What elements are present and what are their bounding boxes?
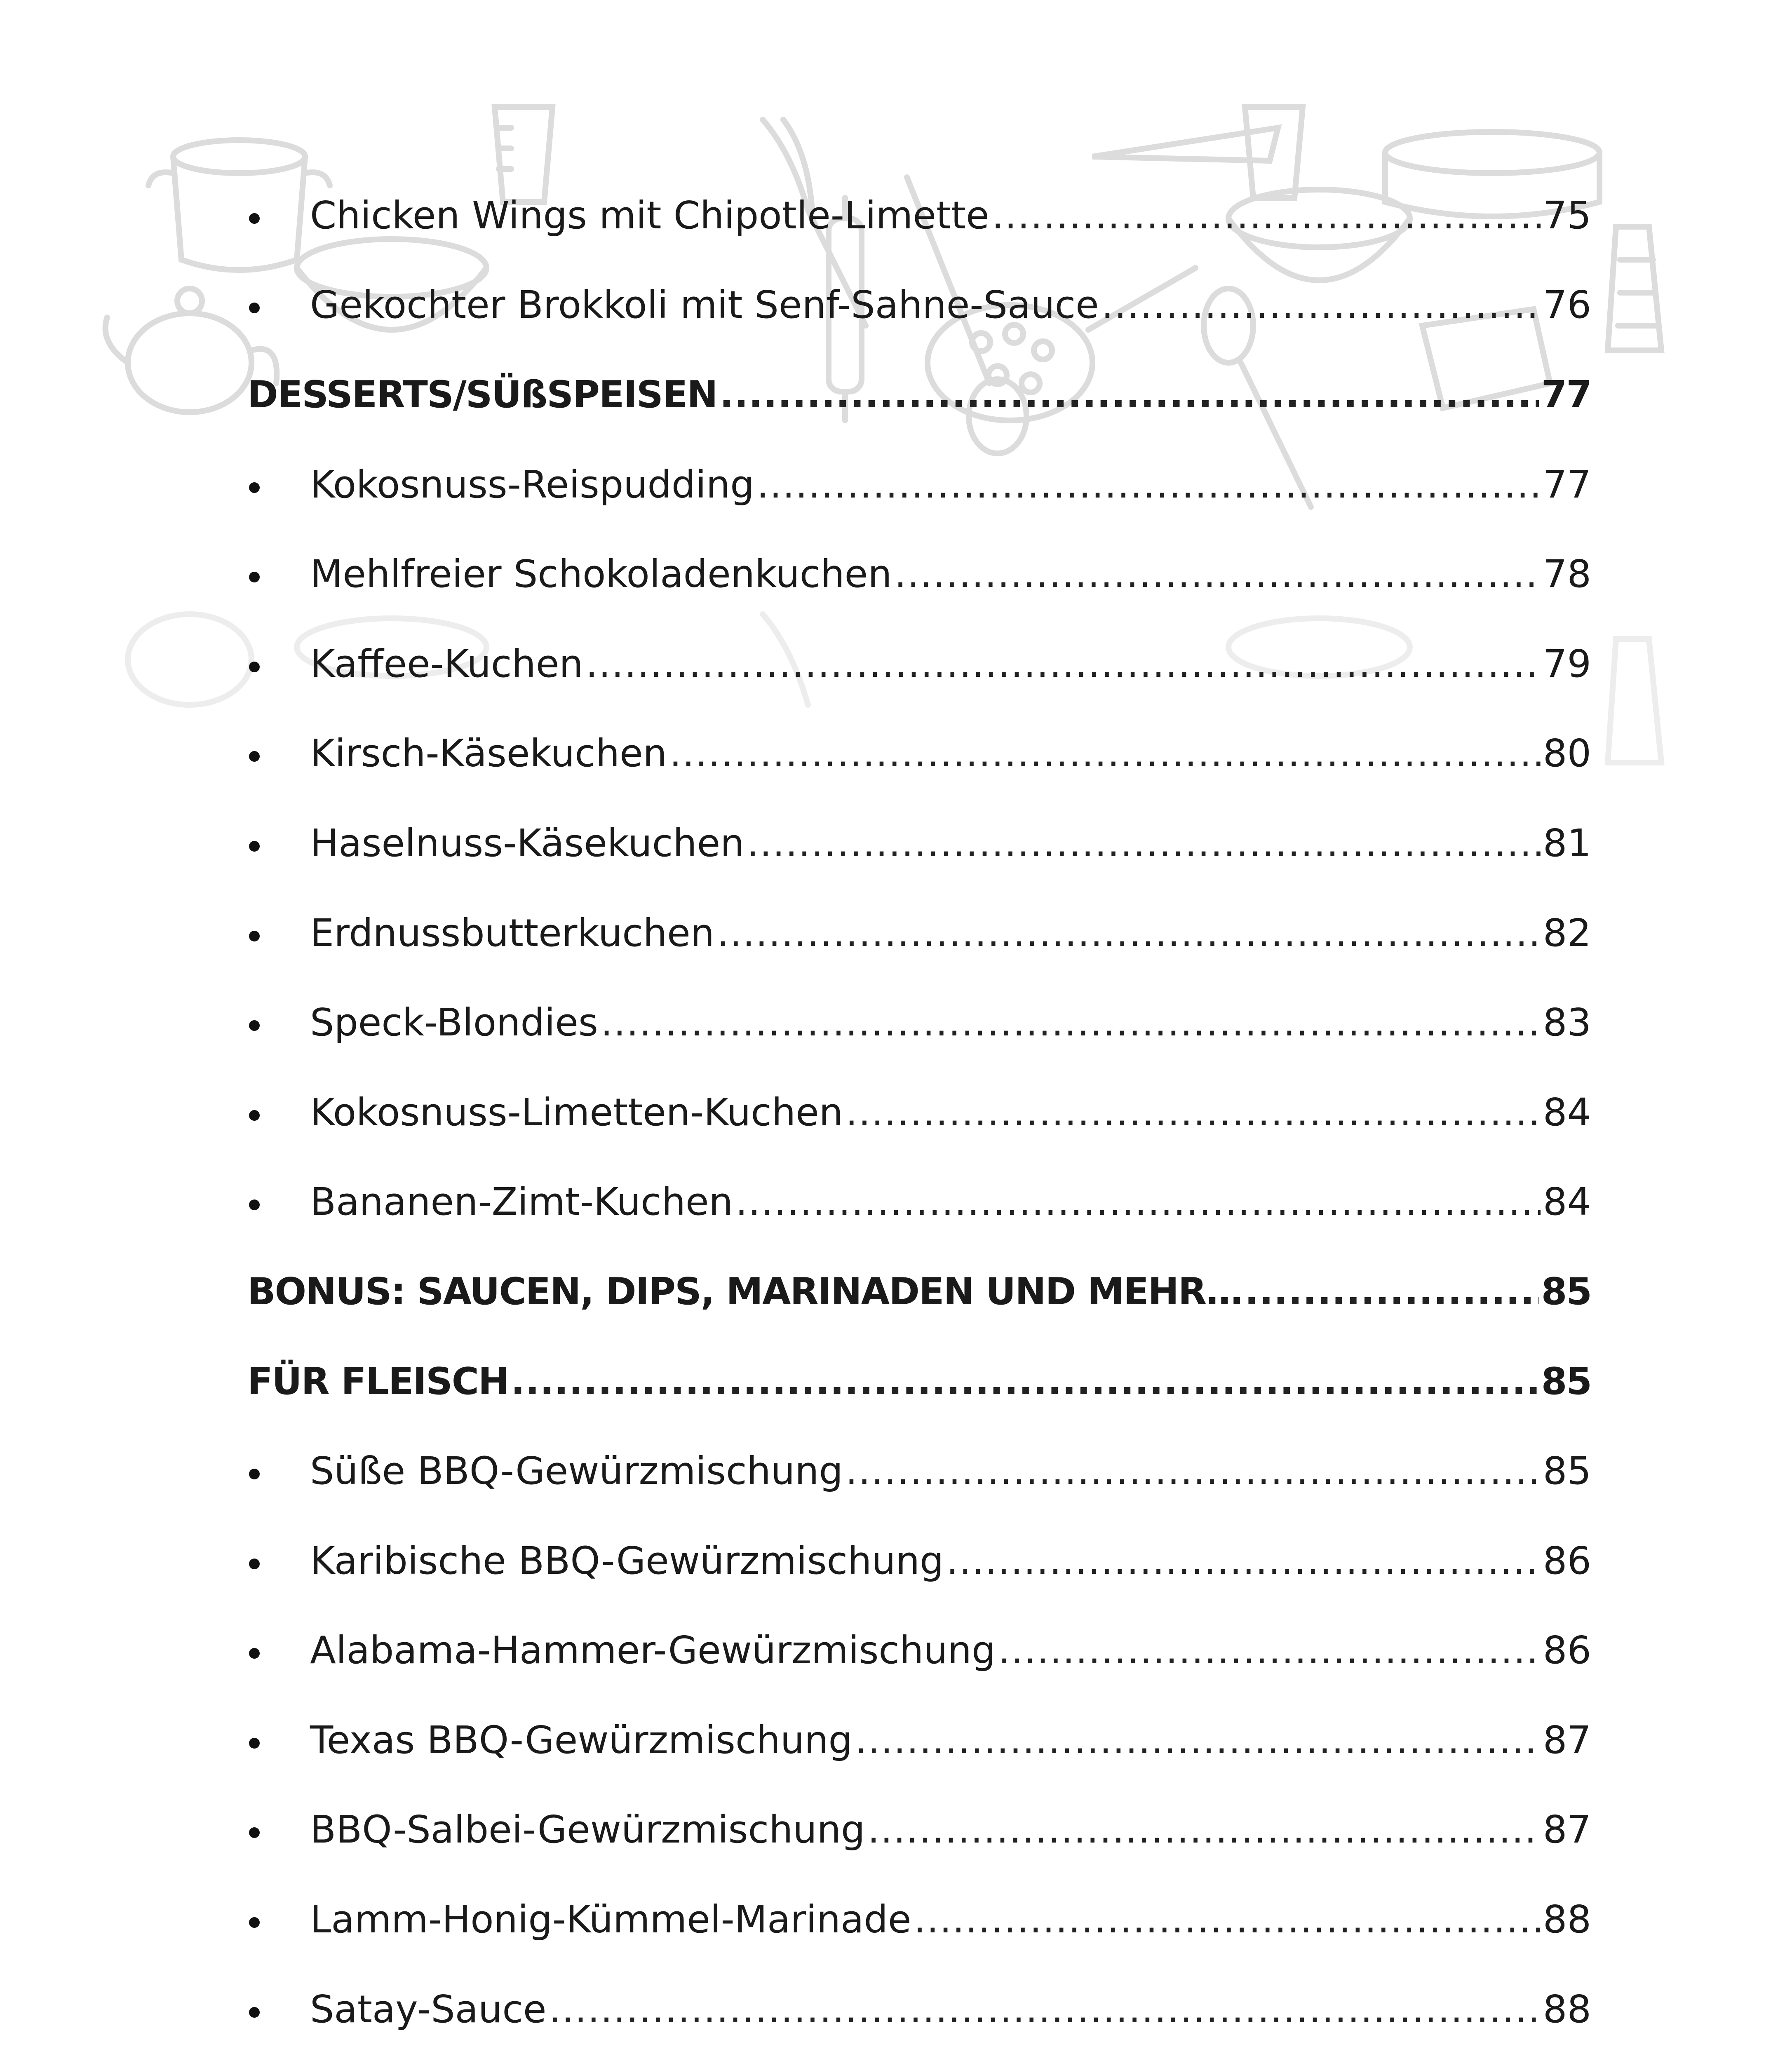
toc-page-number: 76 [1543,283,1591,327]
toc-page-number: 77 [1541,373,1591,416]
toc-entry [247,529,1591,619]
toc-page-number: 82 [1543,911,1591,955]
bullet-icon [249,662,260,672]
toc-entry-title: Gekochter Brokkoli mit Senf-Sahne-Sauce [310,283,1099,327]
toc-entry-title: Kirsch-Käsekuchen [310,731,667,776]
dot-leader [946,1542,1540,1580]
dot-leader [846,1094,1541,1131]
toc-page-number: 78 [1543,552,1591,596]
toc-page-number: 88 [1543,1897,1591,1942]
dot-leader [846,1452,1541,1490]
toc-section-heading [247,1337,1591,1427]
toc-entry [247,1785,1591,1875]
toc-entry [247,1606,1591,1696]
dot-leader [511,1363,1539,1400]
toc-entry [247,1426,1591,1516]
toc-entry-title: Karibische BBQ-Gewürzmischung [310,1538,944,1583]
toc-entry-title: Kaffee-Kuchen [310,641,583,686]
dot-leader [998,1631,1541,1669]
bullet-icon [249,931,260,941]
toc-entry-title: Kokosnuss-Limetten-Kuchen [310,1090,843,1134]
toc-entry-title: Alabama-Hammer-Gewürzmischung [310,1628,996,1673]
toc-entry [247,2054,1591,2061]
dot-leader [735,1183,1541,1221]
dot-leader [757,466,1541,504]
toc-entry [247,261,1591,350]
toc-page-number: 87 [1543,1718,1591,1762]
dot-leader [747,824,1541,862]
dot-leader [601,1004,1541,1042]
bullet-icon [249,572,260,582]
toc-entry-title: Chicken Wings mit Chipotle-Limette [310,193,989,237]
toc-entry [247,798,1591,888]
toc-page-number: 88 [1543,1987,1591,2031]
bullet-icon [249,1110,260,1121]
toc-entry-title: Kokosnuss-Reispudding [310,462,754,507]
bullet-icon [249,1469,260,1479]
toc-entry [247,1695,1591,1785]
toc-page-number: 84 [1543,1090,1591,1134]
toc-entry [247,709,1591,799]
toc-section-heading [247,350,1591,440]
toc-entry-title: Haselnuss-Käsekuchen [310,821,745,865]
dot-leader [992,197,1541,235]
toc-entry-title: Satay-Sauce [310,1987,547,2031]
bullet-icon [249,1559,260,1569]
toc-entry [247,1516,1591,1606]
table-of-contents [247,171,1591,2061]
dot-leader [720,376,1539,413]
toc-entry-title: DESSERTS/SÜßSPEISEN [247,373,717,416]
toc-entry [247,888,1591,978]
toc-entry [247,1875,1591,1965]
dot-leader [867,1811,1540,1849]
toc-entry [247,1157,1591,1247]
bullet-icon [249,1020,260,1031]
toc-entry-title: Mehlfreier Schokoladenkuchen [310,552,892,596]
bullet-icon [249,1917,260,1928]
toc-entry [247,171,1591,261]
toc-entry [247,440,1591,530]
dot-leader [895,555,1541,593]
toc-entry-title: Bananen-Zimt-Kuchen [310,1180,733,1224]
toc-entry [247,619,1591,709]
toc-entry-title: Lamm-Honig-Kümmel-Marinade [310,1897,911,1942]
toc-page-number: 77 [1543,462,1591,507]
dot-leader [914,1901,1540,1939]
bullet-icon [249,482,260,493]
toc-entry-title: Süße BBQ-Gewürzmischung [310,1449,843,1493]
toc-entry-title: BBQ-Salbei-Gewürzmischung [310,1807,865,1852]
toc-entry-title: Texas BBQ-Gewürzmischung [310,1718,853,1762]
toc-page-number: 86 [1543,1628,1591,1673]
toc-page-number: 85 [1543,1449,1591,1493]
knife-icon [1092,128,1278,161]
toc-entry-title: Erdnussbutterkuchen [310,911,715,955]
dot-leader [855,1721,1541,1759]
dot-leader [586,645,1541,683]
toc-section-heading [247,1247,1591,1337]
toc-page-number: 81 [1543,821,1591,865]
toc-entry-title: Speck-Blondies [310,1000,598,1045]
bullet-icon [249,213,260,224]
toc-page-number: 86 [1543,1538,1591,1583]
dot-leader [717,914,1541,952]
toc-entry-title: BONUS: SAUCEN, DIPS, MARINADEN UND MEHR… [247,1270,1242,1313]
bullet-icon [249,1738,260,1749]
toc-page-number: 85 [1541,1359,1591,1403]
dot-leader [669,735,1541,772]
toc-page-number: 87 [1543,1807,1591,1852]
toc-page-number: 75 [1543,193,1591,237]
toc-entry [247,978,1591,1068]
toc-page-number: 79 [1543,641,1591,686]
dot-leader [1245,1273,1539,1310]
dot-leader [1102,286,1541,324]
dot-leader [549,1991,1541,2028]
toc-entry [247,1068,1591,1157]
toc-page-number: 80 [1543,731,1591,776]
grater-icon [1608,227,1661,350]
toc-page-number: 83 [1543,1000,1591,1045]
bullet-icon [249,841,260,852]
toc-entry [247,1965,1591,2054]
toc-page-number: 85 [1541,1270,1591,1313]
toc-page-number: 84 [1543,1180,1591,1224]
bullet-icon [249,2007,260,2018]
toc-entry-title: FÜR FLEISCH [247,1359,509,1403]
